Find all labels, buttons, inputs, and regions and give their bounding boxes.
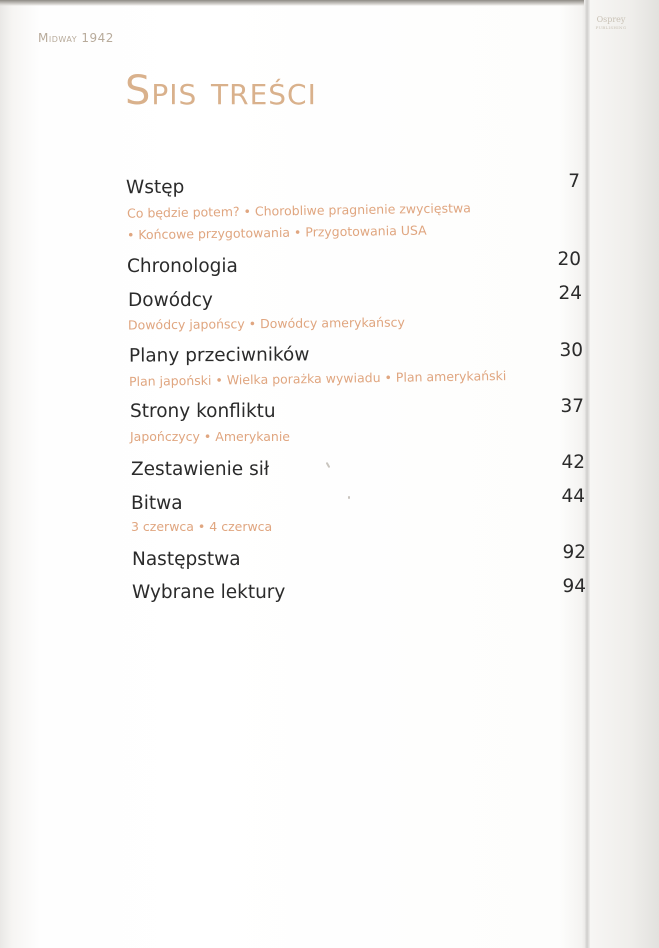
toc-entry-subtitle: • Końcowe przygotowania • Przygotowania USA	[126, 222, 427, 243]
paper-speck	[348, 496, 350, 499]
running-head: Midway 1942	[38, 31, 114, 45]
toc-entry-title: Dowódcy	[128, 290, 213, 311]
toc-entry-subtitle: Co będzie potem? • Chorobliwe pragnienie zwycięstwa	[126, 200, 471, 221]
toc-entry-title: Plany przeciwników	[128, 344, 310, 367]
facing-page-edge	[590, 0, 659, 948]
toc-entry-page: 44	[561, 486, 585, 507]
toc-entry-title: Bitwa	[131, 493, 183, 514]
toc-entry-page: 42	[561, 452, 585, 473]
toc-entry-subtitle: 3 czerwca • 4 czerwca	[131, 519, 273, 534]
toc-entry-subtitle: Japończycy • Amerykanie	[130, 429, 290, 444]
toc-entry-page: 7	[568, 171, 580, 192]
publisher-subtitle: PUBLISHING	[595, 25, 627, 30]
toc-entry-subtitle: Plan japoński • Wielka porażka wywiadu • Plan amerykański	[128, 368, 507, 389]
toc-entry-subtitle: Dowódcy japońscy • Dowódcy amerykańscy	[127, 314, 405, 333]
toc-entry-title: Zestawienie sił	[131, 459, 270, 480]
toc-entry-page: 92	[562, 542, 586, 563]
toc-entry-title: Następstwa	[132, 549, 241, 570]
toc-entry-page: 37	[560, 396, 584, 417]
toc-entry-title: Strony konfliktu	[130, 401, 276, 422]
publisher-name: Osprey	[596, 15, 626, 24]
toc-entry-title: Wybrane lektury	[132, 582, 286, 603]
toc-entry-title: Chronologia	[127, 256, 238, 277]
publisher-logo	[590, 16, 632, 32]
paper-speck	[326, 462, 331, 468]
toc-entry-page: 20	[557, 249, 581, 270]
page-title: Spis treści	[125, 68, 317, 114]
toc-entry-page: 24	[558, 283, 582, 304]
toc-entry-title: Wstęp	[125, 176, 185, 199]
toc-entry-page: 30	[559, 340, 583, 361]
toc-entry-page: 94	[562, 576, 586, 597]
page-top-edge	[0, 0, 659, 6]
